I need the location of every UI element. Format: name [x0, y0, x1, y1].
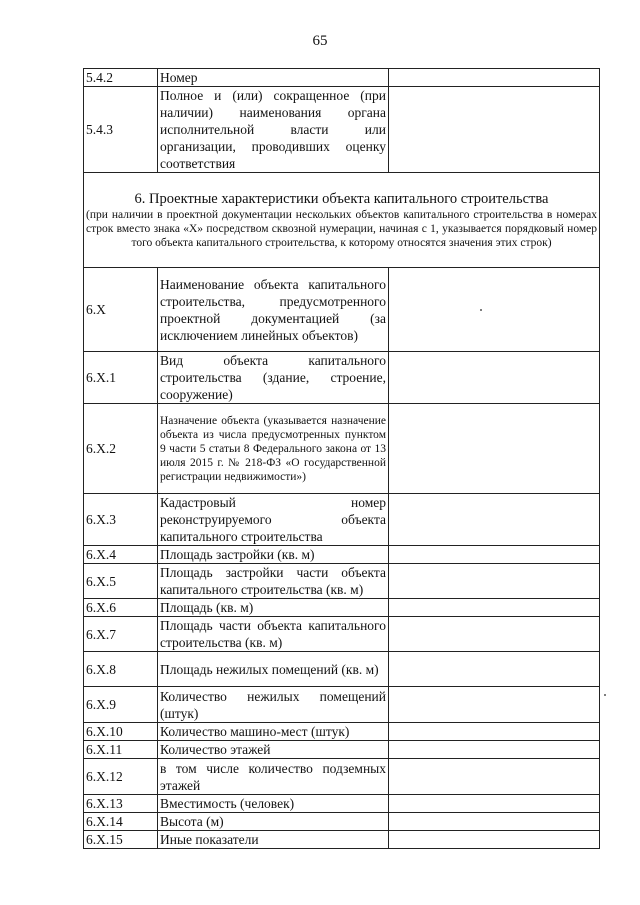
- characteristics-table: [83, 68, 600, 849]
- row-value-cell[interactable]: [389, 617, 600, 652]
- row-description: Площадь части объекта капитального строительства (кв. м): [158, 617, 389, 652]
- table-row: [84, 687, 600, 723]
- table-row: [84, 813, 600, 831]
- table-row: [84, 652, 600, 687]
- table-row: [84, 87, 600, 173]
- section-header: [84, 173, 600, 268]
- table-row: [84, 268, 600, 352]
- row-description: в том числе количество подземных этажей: [158, 759, 389, 795]
- row-number: 6.X.1: [84, 352, 158, 404]
- row-value-cell[interactable]: [389, 831, 600, 849]
- row-value-cell[interactable]: [389, 69, 600, 87]
- row-number: 6.X.11: [84, 741, 158, 759]
- table-row: [84, 831, 600, 849]
- row-description: Иные показатели: [158, 831, 389, 849]
- table-row: [84, 617, 600, 652]
- table-row: [84, 494, 600, 546]
- row-number: 6.X.15: [84, 831, 158, 849]
- row-number: 6.X.5: [84, 564, 158, 599]
- scan-speck: [480, 309, 482, 311]
- row-value-cell[interactable]: [389, 723, 600, 741]
- table-row: [84, 352, 600, 404]
- row-value-cell[interactable]: [389, 687, 600, 723]
- row-number: 6.X.9: [84, 687, 158, 723]
- row-value-cell[interactable]: [389, 494, 600, 546]
- row-value-cell[interactable]: [389, 564, 600, 599]
- table-row: [84, 741, 600, 759]
- row-number: 6.X.14: [84, 813, 158, 831]
- row-description: Площадь (кв. м): [158, 599, 389, 617]
- table-row: [84, 546, 600, 564]
- row-value-cell[interactable]: [389, 404, 600, 494]
- row-description: Количество машино-мест (штук): [158, 723, 389, 741]
- row-description: Количество нежилых помещений (штук): [158, 687, 389, 723]
- row-description: Кадастровый номер реконструируемого объекта капитального строительства: [158, 494, 389, 546]
- row-value-cell[interactable]: [389, 268, 600, 352]
- table-row: [84, 723, 600, 741]
- row-value-cell[interactable]: [389, 741, 600, 759]
- row-value-cell[interactable]: [389, 759, 600, 795]
- row-description: Высота (м): [158, 813, 389, 831]
- row-number: 6.X.10: [84, 723, 158, 741]
- row-description: Вид объекта капитального строительства (здание, строение, сооружение): [158, 352, 389, 404]
- row-number: 6.X.2: [84, 404, 158, 494]
- row-description: Номер: [158, 69, 389, 87]
- row-number: 6.X.4: [84, 546, 158, 564]
- row-description: Площадь застройки части объекта капитального строительства (кв. м): [158, 564, 389, 599]
- row-description: Вместимость (человек): [158, 795, 389, 813]
- row-value-cell[interactable]: [389, 652, 600, 687]
- scan-speck: [604, 694, 606, 696]
- row-value-cell[interactable]: [389, 546, 600, 564]
- row-number: 6.X.6: [84, 599, 158, 617]
- page-number: 65: [312, 33, 328, 49]
- table-row: [84, 404, 600, 494]
- section-header-row: [84, 173, 600, 268]
- section-note: (при наличии в проектной документации нескольких объектов капитального строительства в номерах строк вместо знака «Х» посредством сквозной нумерации, начиная с 1, указывается порядковый номер того объекта капитального строительства, к которому относятся значения этих строк): [86, 209, 597, 249]
- row-number: 5.4.2: [84, 69, 158, 87]
- row-description: Площадь нежилых помещений (кв. м): [158, 652, 389, 687]
- row-number: 6.X.3: [84, 494, 158, 546]
- row-description: Количество этажей: [158, 741, 389, 759]
- row-number: 6.X.7: [84, 617, 158, 652]
- table-row: [84, 69, 600, 87]
- row-description: Наименование объекта капитального строительства, предусмотренного проектной документацией (за исключением линейных объектов): [158, 268, 389, 352]
- row-value-cell[interactable]: [389, 813, 600, 831]
- table-row: [84, 759, 600, 795]
- row-value-cell[interactable]: [389, 352, 600, 404]
- row-value-cell[interactable]: [389, 87, 600, 173]
- row-number: 5.4.3: [84, 87, 158, 173]
- row-number: 6.X.13: [84, 795, 158, 813]
- table-row: [84, 795, 600, 813]
- row-value-cell[interactable]: [389, 599, 600, 617]
- row-number: 6.X: [84, 268, 158, 352]
- table-row: [84, 564, 600, 599]
- row-description: Полное и (или) сокращенное (при наличии) наименования органа исполнительной власти или организации, проводивших оценку соответствия: [158, 87, 389, 173]
- row-value-cell[interactable]: [389, 795, 600, 813]
- table-row: [84, 599, 600, 617]
- section-title: 6. Проектные характеристики объекта капитального строительства: [134, 191, 549, 207]
- row-number: 6.X.12: [84, 759, 158, 795]
- row-description: Площадь застройки (кв. м): [158, 546, 389, 564]
- row-number: 6.X.8: [84, 652, 158, 687]
- row-description: Назначение объекта (указывается назначение объекта из числа предусмотренных пунктом 9 части 5 статьи 8 Федерального закона от 13 июля 2015 г. № 218-ФЗ «О государственной регистрации недвижимости»): [158, 404, 389, 494]
